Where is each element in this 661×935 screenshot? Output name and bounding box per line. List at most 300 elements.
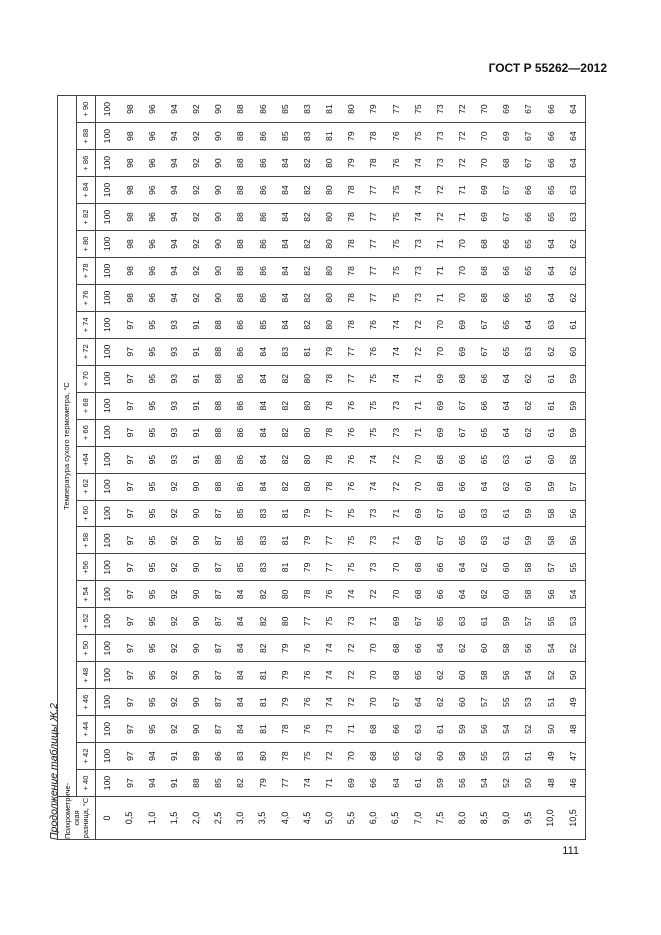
table-cell: 84 [230, 689, 252, 716]
table-cell: 93 [163, 392, 185, 419]
table-cell: 95 [141, 446, 163, 473]
table-cell: 73 [385, 392, 407, 419]
table-cell: 90 [185, 716, 207, 743]
table-cell: 88 [230, 96, 252, 123]
table-cell: 95 [141, 500, 163, 527]
table-cell: 100 [96, 716, 119, 743]
table-cell: 61 [540, 419, 562, 446]
table-cell: 92 [163, 473, 185, 500]
row-label: 6,0 [363, 797, 385, 840]
table-cell: 78 [318, 419, 340, 446]
table-cell: 73 [407, 257, 429, 284]
table-cell: 79 [318, 338, 340, 365]
table-cell: 68 [407, 581, 429, 608]
table-cell: 54 [562, 581, 585, 608]
table-cell: 100 [96, 473, 119, 500]
table-cell: 69 [385, 608, 407, 635]
table-cell: 98 [119, 123, 141, 150]
table-cell: 92 [163, 608, 185, 635]
table-cell: 88 [230, 257, 252, 284]
table-cell: 86 [252, 150, 274, 177]
table-cell: 81 [274, 527, 296, 554]
table-row [274, 96, 296, 840]
table-cell: 91 [185, 446, 207, 473]
row-label: 4,5 [296, 797, 318, 840]
table-cell: 97 [119, 365, 141, 392]
table-cell: 56 [562, 527, 585, 554]
table-cell: 65 [540, 177, 562, 204]
table-cell: 95 [141, 662, 163, 689]
table-cell: 78 [340, 284, 362, 311]
table-row [141, 96, 163, 840]
table-cell: 97 [119, 770, 141, 797]
row-label: 6,5 [385, 797, 407, 840]
table-cell: 98 [119, 177, 141, 204]
table-cell: 75 [340, 500, 362, 527]
table-cell: 50 [540, 716, 562, 743]
table-cell: 94 [163, 177, 185, 204]
table-cell: 95 [141, 311, 163, 338]
table-cell: 60 [451, 689, 473, 716]
table-cell: 72 [451, 96, 473, 123]
table-cell: 77 [318, 554, 340, 581]
table-cell: 84 [252, 473, 274, 500]
table-cell: 88 [208, 338, 230, 365]
table-cell: 65 [429, 608, 451, 635]
column-header: + 84 [77, 177, 96, 204]
table-cell: 92 [185, 257, 207, 284]
table-cell: 69 [451, 338, 473, 365]
table-cell: 75 [318, 608, 340, 635]
table-cell: 62 [496, 473, 518, 500]
table-cell: 71 [318, 770, 340, 797]
table-cell: 92 [185, 123, 207, 150]
table-cell: 100 [96, 204, 119, 231]
table-cell: 87 [208, 635, 230, 662]
table-cell: 63 [518, 338, 540, 365]
table-cell: 91 [163, 743, 185, 770]
table-cell: 72 [363, 581, 385, 608]
table-cell: 64 [562, 96, 585, 123]
table-cell: 76 [385, 123, 407, 150]
table-cell: 86 [230, 446, 252, 473]
table-cell: 79 [296, 554, 318, 581]
table-cell: 82 [252, 581, 274, 608]
table-cell: 80 [296, 473, 318, 500]
table-cell: 69 [407, 500, 429, 527]
table-cell: 85 [252, 311, 274, 338]
table-cell: 66 [540, 123, 562, 150]
table-cell: 90 [208, 257, 230, 284]
table-cell: 64 [407, 689, 429, 716]
table-cell: 65 [518, 257, 540, 284]
table-cell: 96 [141, 96, 163, 123]
table-cell: 69 [451, 311, 473, 338]
table-cell: 69 [429, 392, 451, 419]
table-cell: 58 [496, 635, 518, 662]
table-cell: 70 [363, 635, 385, 662]
table-cell: 92 [163, 554, 185, 581]
table-cell: 70 [473, 150, 495, 177]
table-cell: 61 [540, 365, 562, 392]
table-cell: 92 [163, 689, 185, 716]
row-label: 10,0 [540, 797, 562, 840]
table-cell: 84 [274, 230, 296, 257]
table-cell: 90 [208, 123, 230, 150]
table-cell: 59 [562, 365, 585, 392]
table-cell: 69 [407, 527, 429, 554]
table-row [363, 96, 385, 840]
table-cell: 80 [318, 204, 340, 231]
table-cell: 80 [318, 150, 340, 177]
table-cell: 95 [141, 716, 163, 743]
table-cell: 62 [518, 392, 540, 419]
table-cell: 86 [230, 473, 252, 500]
table-cell: 71 [340, 716, 362, 743]
table-cell: 70 [407, 473, 429, 500]
table-cell: 66 [518, 204, 540, 231]
table-cell: 59 [451, 716, 473, 743]
column-header: + 72 [77, 338, 96, 365]
table-cell: 85 [230, 554, 252, 581]
table-cell: 74 [363, 446, 385, 473]
table-cell: 69 [496, 123, 518, 150]
table-cell: 64 [451, 554, 473, 581]
table-cell: 97 [119, 527, 141, 554]
table-cell: 83 [252, 500, 274, 527]
table-cell: 80 [318, 177, 340, 204]
table-cell: 59 [429, 770, 451, 797]
table-cell: 88 [208, 392, 230, 419]
rotated-table-wrapper [57, 95, 586, 840]
table-cell: 53 [496, 743, 518, 770]
table-cell: 65 [473, 419, 495, 446]
table-cell: 64 [496, 392, 518, 419]
row-label: 7,0 [407, 797, 429, 840]
table-cell: 95 [141, 608, 163, 635]
table-cell: 97 [119, 419, 141, 446]
table-cell: 88 [230, 123, 252, 150]
humidity-table [57, 95, 586, 840]
table-cell: 86 [252, 96, 274, 123]
table-cell: 80 [296, 392, 318, 419]
table-cell: 76 [296, 635, 318, 662]
table-cell: 91 [185, 338, 207, 365]
table-cell: 70 [385, 554, 407, 581]
table-cell: 66 [363, 770, 385, 797]
table-cell: 75 [363, 365, 385, 392]
column-header: + 60 [77, 500, 96, 527]
table-cell: 84 [274, 257, 296, 284]
table-cell: 97 [119, 716, 141, 743]
column-header: + 66 [77, 419, 96, 446]
table-cell: 82 [252, 635, 274, 662]
table-cell: 81 [318, 123, 340, 150]
table-cell: 82 [296, 204, 318, 231]
table-cell: 76 [340, 392, 362, 419]
table-cell: 97 [119, 311, 141, 338]
table-cell: 63 [562, 177, 585, 204]
table-cell: 82 [274, 419, 296, 446]
table-cell: 84 [230, 716, 252, 743]
table-cell: 55 [473, 743, 495, 770]
table-cell: 68 [407, 554, 429, 581]
table-cell: 75 [363, 419, 385, 446]
table-cell: 50 [518, 770, 540, 797]
table-cell: 81 [252, 662, 274, 689]
table-cell: 63 [540, 311, 562, 338]
table-cell: 94 [163, 96, 185, 123]
table-cell: 68 [429, 446, 451, 473]
table-cell: 63 [562, 204, 585, 231]
table-cell: 96 [141, 204, 163, 231]
table-cell: 62 [518, 419, 540, 446]
table-cell: 56 [451, 770, 473, 797]
table-cell: 87 [208, 608, 230, 635]
table-cell: 96 [141, 123, 163, 150]
table-cell: 96 [141, 257, 163, 284]
table-cell: 98 [119, 257, 141, 284]
table-cell: 81 [274, 554, 296, 581]
row-label: 5,0 [318, 797, 340, 840]
group-header: Температура сухого термометра, °С [58, 96, 77, 797]
table-cell: 87 [208, 716, 230, 743]
table-cell: 57 [473, 689, 495, 716]
table-cell: 80 [318, 257, 340, 284]
table-cell: 97 [119, 662, 141, 689]
table-cell: 92 [185, 204, 207, 231]
table-cell: 56 [518, 635, 540, 662]
table-cell: 66 [496, 230, 518, 257]
table-cell: 87 [208, 689, 230, 716]
column-header-row [77, 96, 96, 840]
table-cell: 63 [407, 716, 429, 743]
table-cell: 82 [296, 257, 318, 284]
table-cell: 58 [540, 527, 562, 554]
table-cell: 82 [230, 770, 252, 797]
table-cell: 64 [540, 257, 562, 284]
column-header: + 40 [77, 770, 96, 797]
table-cell: 77 [274, 770, 296, 797]
table-cell: 72 [385, 446, 407, 473]
table-cell: 98 [119, 204, 141, 231]
table-cell: 96 [141, 284, 163, 311]
table-cell: 78 [340, 204, 362, 231]
table-cell: 56 [562, 500, 585, 527]
table-cell: 56 [540, 581, 562, 608]
table-cell: 49 [562, 689, 585, 716]
table-cell: 50 [562, 662, 585, 689]
column-header: + 44 [77, 716, 96, 743]
table-cell: 78 [363, 123, 385, 150]
table-cell: 66 [451, 473, 473, 500]
table-cell: 58 [473, 662, 495, 689]
table-cell: 74 [318, 635, 340, 662]
table-cell: 94 [163, 230, 185, 257]
table-cell: 78 [318, 365, 340, 392]
table-cell: 78 [274, 716, 296, 743]
table-cell: 97 [119, 500, 141, 527]
table-cell: 90 [185, 608, 207, 635]
table-cell: 73 [363, 554, 385, 581]
table-cell: 100 [96, 635, 119, 662]
table-cell: 97 [119, 338, 141, 365]
table-cell: 55 [496, 689, 518, 716]
table-cell: 72 [451, 123, 473, 150]
table-cell: 100 [96, 96, 119, 123]
table-cell: 64 [540, 284, 562, 311]
table-cell: 54 [540, 635, 562, 662]
column-header: +56 [77, 554, 96, 581]
table-cell: 79 [296, 527, 318, 554]
table-cell: 86 [230, 365, 252, 392]
table-cell: 95 [141, 392, 163, 419]
table-cell: 72 [429, 177, 451, 204]
table-cell: 88 [230, 284, 252, 311]
table-cell: 75 [296, 743, 318, 770]
table-cell: 64 [518, 311, 540, 338]
table-cell: 62 [562, 284, 585, 311]
table-cell: 88 [230, 204, 252, 231]
table-cell: 100 [96, 392, 119, 419]
table-cell: 67 [496, 204, 518, 231]
table-cell: 51 [540, 689, 562, 716]
table-cell: 57 [562, 473, 585, 500]
table-cell: 100 [96, 150, 119, 177]
table-cell: 92 [163, 716, 185, 743]
table-cell: 77 [363, 177, 385, 204]
table-cell: 59 [518, 500, 540, 527]
table-cell: 74 [407, 150, 429, 177]
table-cell: 88 [208, 446, 230, 473]
row-label: 10,5 [562, 797, 585, 840]
table-cell: 86 [252, 123, 274, 150]
table-cell: 98 [119, 230, 141, 257]
table-cell: 73 [318, 716, 340, 743]
table-cell: 70 [385, 581, 407, 608]
table-cell: 61 [518, 446, 540, 473]
table-cell: 77 [318, 500, 340, 527]
table-row [540, 96, 562, 840]
table-cell: 71 [451, 204, 473, 231]
table-cell: 86 [252, 230, 274, 257]
table-cell: 71 [429, 257, 451, 284]
table-cell: 90 [185, 554, 207, 581]
table-cell: 86 [252, 204, 274, 231]
table-cell: 82 [252, 608, 274, 635]
table-cell: 80 [340, 96, 362, 123]
table-cell: 73 [363, 500, 385, 527]
table-cell: 48 [562, 716, 585, 743]
column-header: + 82 [77, 204, 96, 231]
table-cell: 66 [451, 446, 473, 473]
table-cell: 86 [230, 311, 252, 338]
table-cell: 65 [385, 743, 407, 770]
table-cell: 70 [451, 230, 473, 257]
table-cell: 58 [451, 743, 473, 770]
table-cell: 100 [96, 311, 119, 338]
table-row [340, 96, 362, 840]
table-cell: 94 [163, 257, 185, 284]
table-cell: 100 [96, 770, 119, 797]
table-cell: 100 [96, 230, 119, 257]
column-header: + 68 [77, 392, 96, 419]
table-cell: 63 [473, 500, 495, 527]
table-cell: 90 [185, 635, 207, 662]
table-cell: 94 [163, 284, 185, 311]
table-cell: 55 [562, 554, 585, 581]
column-header: + 70 [77, 365, 96, 392]
table-cell: 73 [429, 96, 451, 123]
table-cell: 70 [473, 96, 495, 123]
table-cell: 66 [518, 177, 540, 204]
table-cell: 80 [274, 581, 296, 608]
table-cell: 74 [318, 689, 340, 716]
table-row [252, 96, 274, 840]
table-cell: 100 [96, 177, 119, 204]
row-label: 8,5 [473, 797, 495, 840]
table-cell: 83 [296, 96, 318, 123]
table-cell: 72 [340, 662, 362, 689]
table-cell: 73 [429, 123, 451, 150]
table-cell: 76 [363, 338, 385, 365]
table-cell: 77 [385, 96, 407, 123]
table-cell: 77 [363, 284, 385, 311]
table-cell: 96 [141, 177, 163, 204]
table-cell: 91 [185, 392, 207, 419]
table-cell: 80 [296, 419, 318, 446]
table-cell: 100 [96, 500, 119, 527]
row-label: 0 [96, 797, 119, 840]
table-cell: 95 [141, 554, 163, 581]
table-row [185, 96, 207, 840]
table-cell: 67 [451, 392, 473, 419]
table-cell: 84 [252, 365, 274, 392]
table-cell: 58 [518, 554, 540, 581]
table-cell: 83 [274, 338, 296, 365]
table-cell: 73 [363, 527, 385, 554]
table-body [96, 96, 586, 840]
table-cell: 65 [473, 446, 495, 473]
table-cell: 90 [185, 527, 207, 554]
table-cell: 85 [274, 96, 296, 123]
table-cell: 76 [296, 716, 318, 743]
table-cell: 97 [119, 446, 141, 473]
table-cell: 72 [340, 689, 362, 716]
table-cell: 95 [141, 365, 163, 392]
table-cell: 86 [252, 177, 274, 204]
table-cell: 72 [318, 743, 340, 770]
table-cell: 77 [296, 608, 318, 635]
table-cell: 82 [274, 392, 296, 419]
table-cell: 71 [407, 419, 429, 446]
table-row [96, 96, 119, 840]
table-cell: 93 [163, 419, 185, 446]
table-cell: 100 [96, 419, 119, 446]
table-cell: 66 [407, 635, 429, 662]
table-cell: 93 [163, 338, 185, 365]
table-cell: 86 [252, 257, 274, 284]
table-cell: 73 [429, 150, 451, 177]
table-row [296, 96, 318, 840]
table-cell: 88 [230, 150, 252, 177]
table-cell: 69 [473, 177, 495, 204]
column-header: + 48 [77, 662, 96, 689]
column-header: + 52 [77, 608, 96, 635]
table-cell: 67 [429, 500, 451, 527]
table-cell: 78 [318, 473, 340, 500]
table-cell: 48 [540, 770, 562, 797]
